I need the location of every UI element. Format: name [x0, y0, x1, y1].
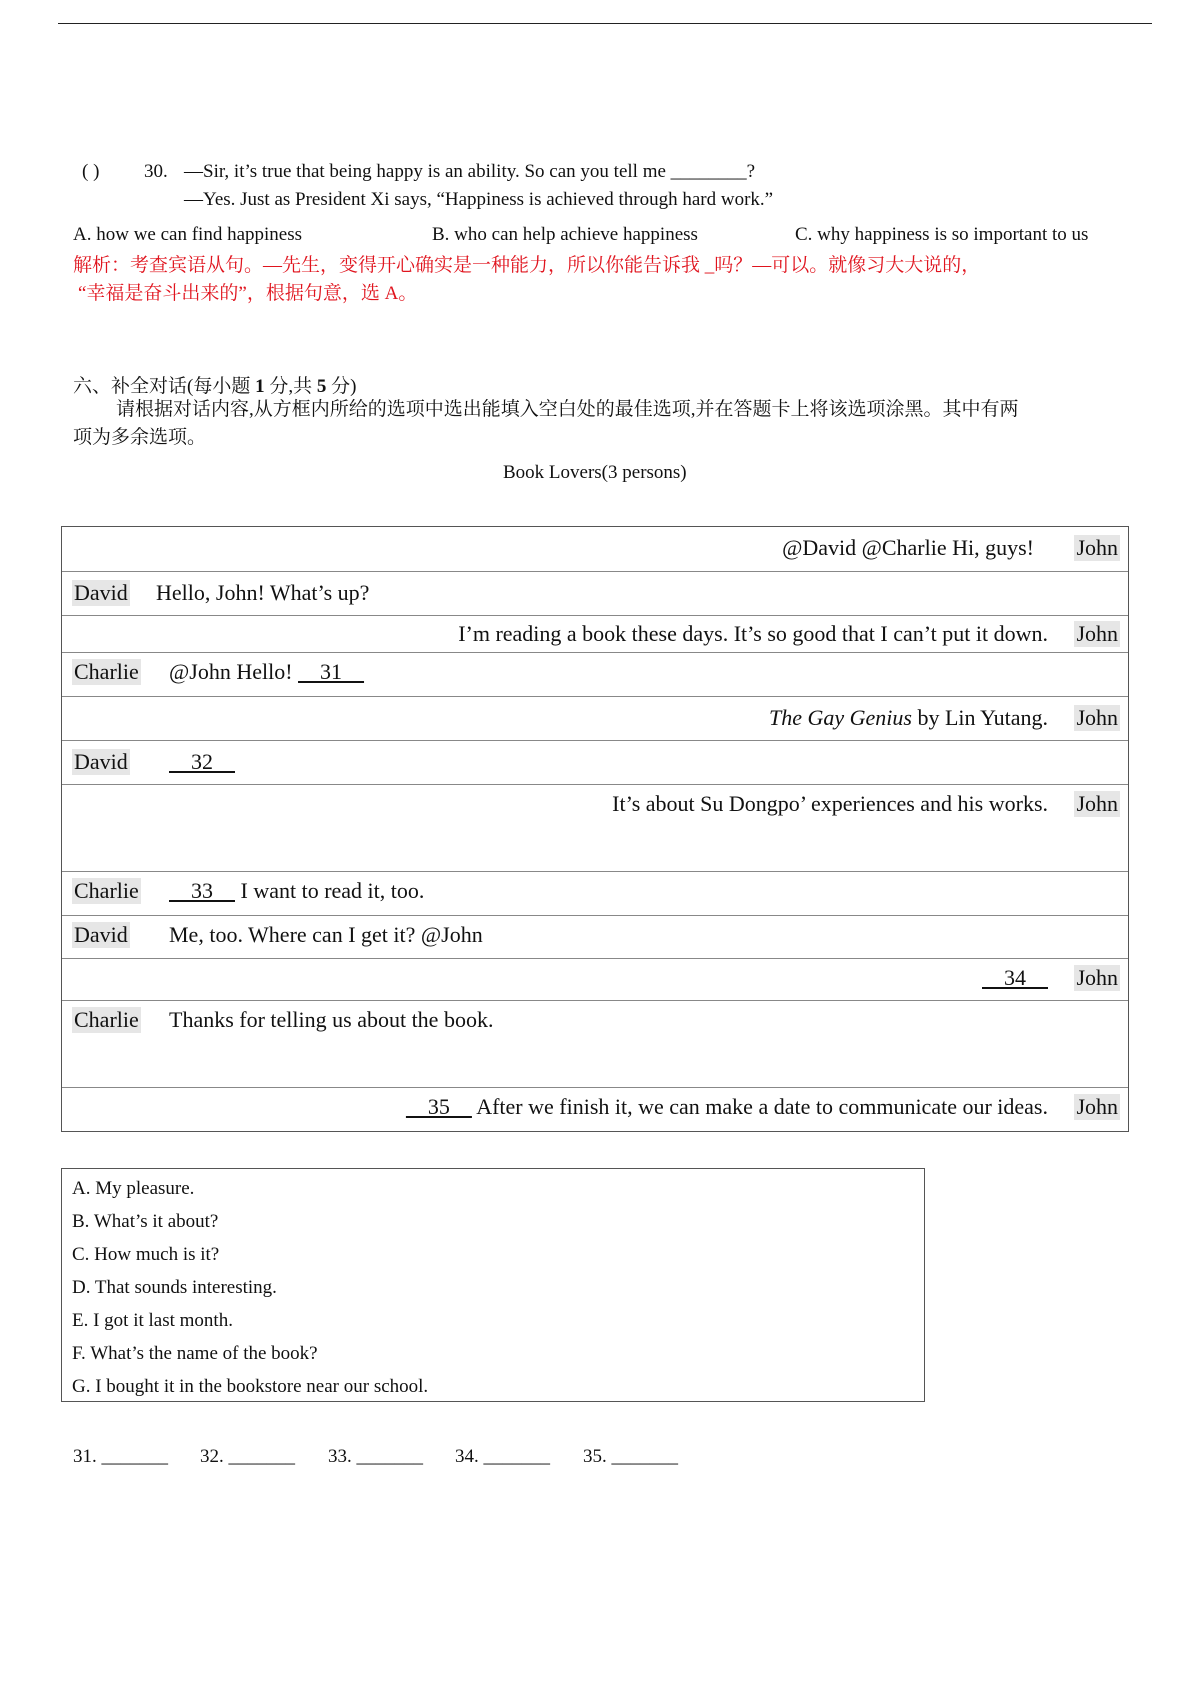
speaker-name: John	[1076, 621, 1118, 646]
dialog-text: It’s about Su Dongpo’ experiences and his works.	[612, 791, 1048, 816]
option-c: C. How much is it?	[72, 1244, 220, 1265]
dialog-row	[62, 784, 1128, 871]
q30-option-c: C. why happiness is so important to us	[795, 224, 1089, 245]
speaker-name: Charlie	[74, 659, 139, 684]
dialog-row	[62, 871, 1128, 915]
dialog-row	[62, 571, 1128, 615]
header-rule	[58, 23, 1152, 24]
section-instruction-line1: 请根据对话内容,从方框内所给的选项中选出能填入空白处的最佳选项,并在答题卡上将该选项涂黑。其中有两	[116, 399, 1019, 420]
dialog-text: @David @Charlie Hi, guys!	[782, 535, 1034, 560]
dialog-row	[62, 615, 1128, 652]
option-a: A. My pleasure.	[72, 1178, 195, 1199]
speaker-name: John	[1076, 965, 1118, 990]
blank-32[interactable]: 32	[169, 749, 235, 774]
dialog-row	[62, 696, 1128, 740]
options-box	[61, 1168, 925, 1402]
dialog-row	[62, 740, 1128, 784]
answer-35[interactable]: 35. _______	[583, 1446, 678, 1467]
dialog-text: 33 I want to read it, too.	[169, 878, 425, 903]
option-d: D. That sounds interesting.	[72, 1277, 277, 1298]
dialog-row	[62, 527, 1128, 571]
answer-33[interactable]: 33. _______	[328, 1446, 423, 1467]
dialog-text: Me, too. Where can I get it? @John	[169, 922, 483, 947]
book-title-italic: The Gay Genius	[768, 705, 912, 730]
blank-35[interactable]: 35	[405, 1094, 472, 1119]
option-e: E. I got it last month.	[72, 1310, 233, 1331]
dialog-row	[62, 652, 1128, 696]
chat-title: Book Lovers(3 persons)	[503, 462, 687, 483]
q30-line2: —Yes. Just as President Xi says, “Happiness is achieved through hard work.”	[184, 189, 774, 210]
option-f: F. What’s the name of the book?	[72, 1343, 318, 1364]
section-instruction-line2: 项为多余选项。	[73, 427, 207, 448]
q30-line1: —Sir, it’s true that being happy is an ability. So can you tell me ________?	[184, 161, 756, 182]
blank-34[interactable]: 34	[982, 965, 1048, 990]
q30-analysis-line1: 解析：考查宾语从句。—先生，变得开心确实是一种能力，所以你能告诉我 _吗？—可以。就像习大大说的，	[73, 255, 981, 276]
speaker-name: John	[1076, 705, 1118, 730]
q30-paren: ( )	[82, 161, 100, 182]
dialog-text: 35 After we finish it, we can make a date to communicate our ideas.	[405, 1094, 1048, 1119]
dialogue-table	[61, 526, 1129, 1132]
speaker-name: David	[74, 922, 128, 947]
dialog-row	[62, 1087, 1128, 1131]
speaker-name: David	[74, 580, 128, 605]
dialog-text: Hello, John! What’s up?	[156, 580, 370, 605]
option-g: G. I bought it in the bookstore near our school.	[72, 1376, 429, 1397]
answer-32[interactable]: 32. _______	[200, 1446, 295, 1467]
speaker-name: John	[1076, 535, 1118, 560]
dialog-text: @John Hello! 31	[169, 659, 365, 684]
speaker-name: David	[74, 749, 128, 774]
answer-31[interactable]: 31. _______	[73, 1446, 168, 1467]
q30-option-a: A. how we can find happiness	[73, 224, 303, 245]
dialog-row	[62, 958, 1128, 1000]
blank-31[interactable]: 31	[298, 659, 365, 684]
q30-number: 30.	[144, 161, 168, 182]
q30-option-b: B. who can help achieve happiness	[432, 224, 698, 245]
dialog-row	[62, 915, 1128, 958]
dialog-text: Thanks for telling us about the book.	[169, 1007, 494, 1032]
section-title: 六、补全对话(每小题 1 分,共 5 分)	[73, 376, 357, 397]
speaker-name: Charlie	[74, 878, 139, 903]
dialog-row	[62, 1000, 1128, 1087]
speaker-name: John	[1076, 1094, 1118, 1119]
q30-analysis-line2: “幸福是奋斗出来的”，根据句意，选 A。	[78, 283, 418, 304]
speaker-name: John	[1076, 791, 1118, 816]
option-b: B. What’s it about?	[72, 1211, 219, 1232]
dialog-text: The Gay Genius by Lin Yutang.	[768, 705, 1048, 730]
speaker-name: Charlie	[74, 1007, 139, 1032]
blank-33[interactable]: 33	[169, 878, 235, 903]
dialog-text: I’m reading a book these days. It’s so good that I can’t put it down.	[458, 621, 1048, 646]
answer-34[interactable]: 34. _______	[455, 1446, 550, 1467]
